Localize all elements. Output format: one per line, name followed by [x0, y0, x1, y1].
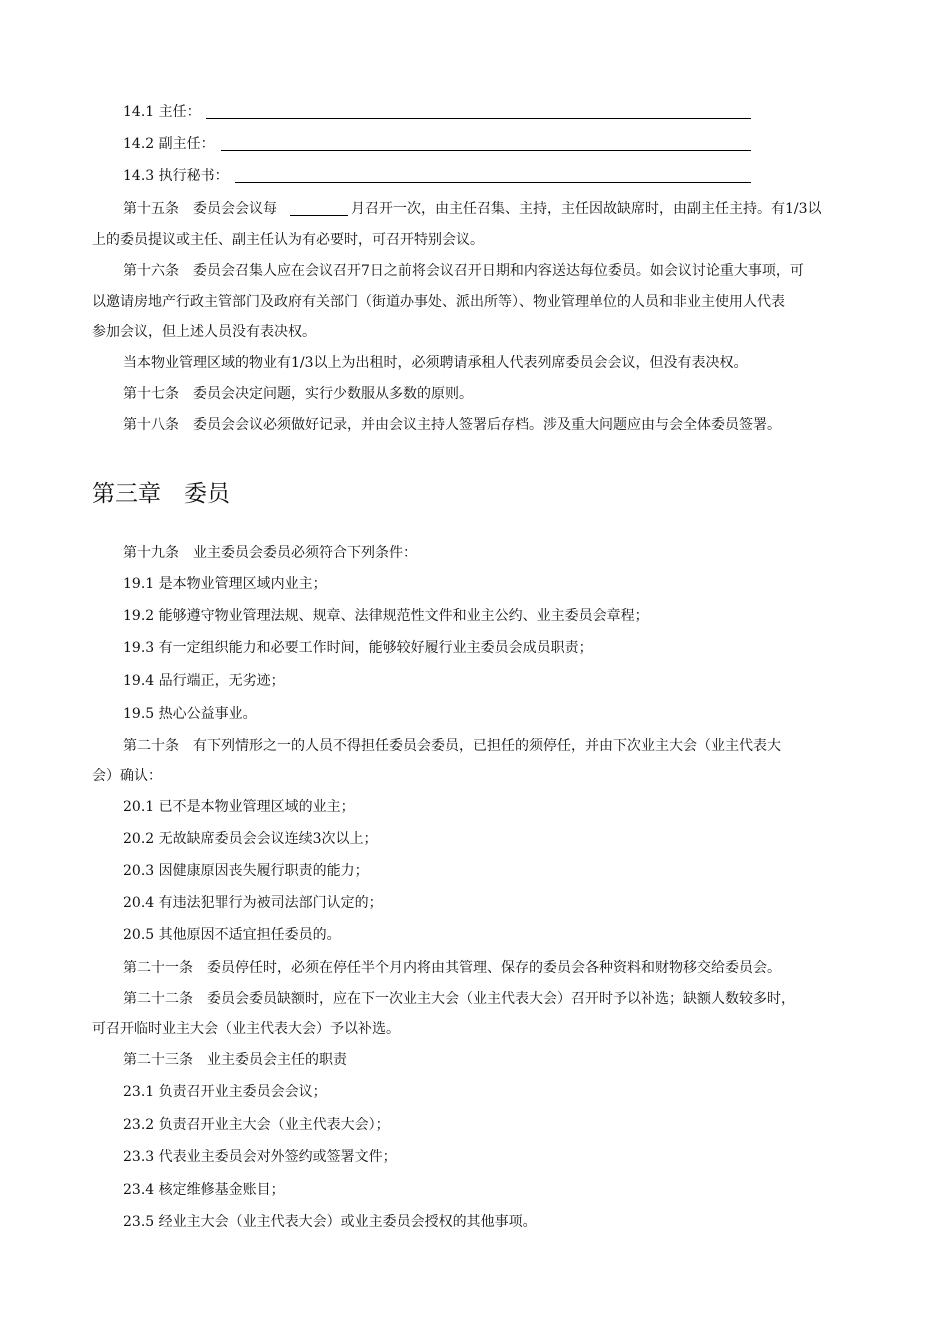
art-15-part1: 第十五条 委员会会议每 — [123, 201, 277, 217]
art-19-item: 19.4 品行端正，无劣迹； — [123, 673, 285, 689]
art-20-item: 20.2 无故缺席委员会会议连续3次以上； — [123, 831, 378, 847]
art-19-intro: 第十九条 业主委员会委员必须符合下列条件： — [123, 545, 417, 561]
art-19-item: 19.5 热心公益事业。 — [123, 706, 257, 722]
art-23-item: 23.3 代表业主委员会对外签约或签署文件； — [123, 1149, 397, 1165]
art-20-item: 20.4 有违法犯罪行为被司法部门认定的； — [123, 895, 383, 911]
art-15-line2: 上的委员提议或主任、副主任认为有必要时，可召开特别会议。 — [92, 232, 484, 248]
item-14-1: 14.1 主任： — [123, 104, 201, 120]
item-14-3: 14.3 执行秘书： — [123, 168, 229, 184]
art-16-line2: 以邀请房地产行政主管部门及政府有关部门（街道办事处、派出所等）、物业管理单位的人员和非业主使用人代表 — [92, 294, 785, 310]
art-19-item: 19.3 有一定组织能力和必要工作时间，能够较好履行业主委员会成员职责； — [123, 640, 593, 656]
art-17: 第十七条 委员会决定问题，实行少数服从多数的原则。 — [123, 386, 473, 402]
rental-paragraph: 当本物业管理区域的物业有1/3以上为出租时，必须聘请承租人代表列席委员会会议，但没有表决权。 — [123, 355, 748, 371]
art-23-item: 23.2 负责召开业主大会（业主代表大会）； — [123, 1117, 390, 1133]
art-20-item: 20.3 因健康原因丧失履行职责的能力； — [123, 863, 369, 879]
art-19-item: 19.2 能够遵守物业管理法规、规章、法律规范性文件和业主公约、业主委员会章程； — [123, 608, 649, 624]
vice-chairman-fill-line[interactable] — [221, 150, 751, 151]
art-19-item: 19.1 是本物业管理区域内业主； — [123, 576, 327, 592]
art-20-line1: 第二十条 有下列情形之一的人员不得担任委员会委员，已担任的须停任，并由下次业主大会（业主代表大 — [123, 738, 781, 754]
art-21: 第二十一条 委员停任时，必须在停任半个月内将由其管理、保存的委员会各种资料和财物移交给委员会。 — [123, 960, 781, 976]
art-20-item: 20.5 其他原因不适宜担任委员的。 — [123, 927, 341, 943]
art-22-line1: 第二十二条 委员会委员缺额时，应在下一次业主大会（业主代表大会）召开时予以补选；缺额人数较多时， — [123, 991, 795, 1007]
art-15-part2: 月召开一次，由主任召集、主持，主任因故缺席时，由副主任主持。有1/3以 — [351, 201, 822, 217]
art-20-line2: 会）确认： — [92, 768, 162, 784]
art-16-line1: 第十六条 委员会召集人应在会议召开7日之前将会议召开日期和内容送达每位委员。如会议讨论重大事项，可 — [123, 263, 804, 279]
chapter-heading: 第三章 委员 — [92, 481, 230, 507]
executive-secretary-fill-line[interactable] — [235, 182, 751, 183]
art-22-line2: 可召开临时业主大会（业主代表大会）予以补选。 — [92, 1021, 400, 1037]
chairman-fill-line[interactable] — [206, 118, 751, 119]
meeting-interval-fill-line[interactable] — [290, 215, 348, 216]
item-14-2: 14.2 副主任： — [123, 136, 215, 152]
art-23-item: 23.4 核定维修基金账目； — [123, 1182, 285, 1198]
art-23-item: 23.5 经业主大会（业主代表大会）或业主委员会授权的其他事项。 — [123, 1214, 537, 1230]
art-18: 第十八条 委员会会议必须做好记录，并由会议主持人签署后存档。涉及重大问题应由与会全体委员签署。 — [123, 417, 781, 433]
art-23-item: 23.1 负责召开业主委员会会议； — [123, 1084, 327, 1100]
art-16-line3: 参加会议，但上述人员没有表决权。 — [92, 324, 316, 340]
art-20-item: 20.1 已不是本物业管理区域的业主； — [123, 799, 355, 815]
art-23-intro: 第二十三条 业主委员会主任的职责 — [123, 1052, 347, 1068]
